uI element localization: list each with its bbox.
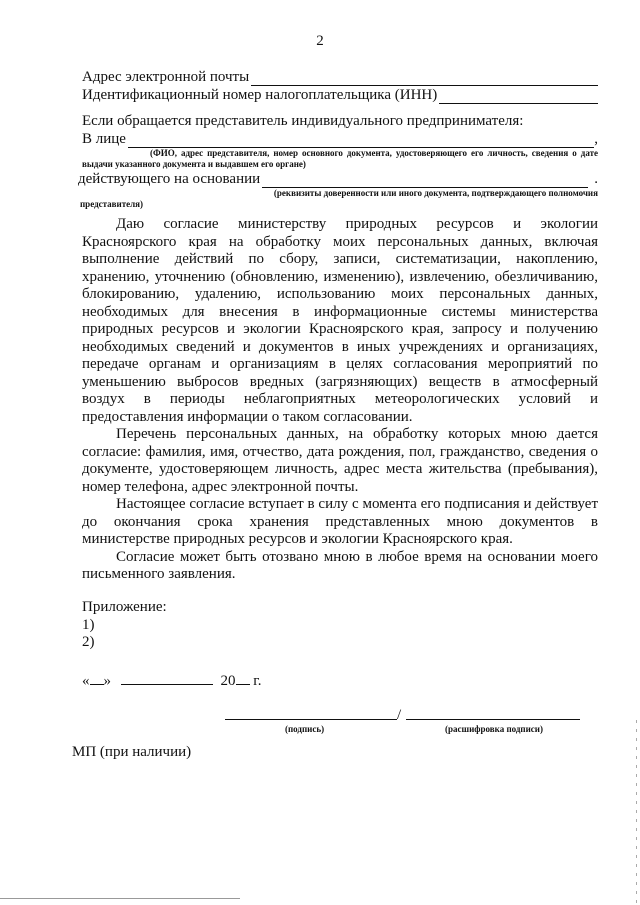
decoding-caption: (расшифровка подписи)	[445, 724, 543, 734]
basis-hint-1: (реквизиты доверенности или иного документа, подтверждающего полномочия	[273, 188, 598, 198]
in-person-label: В лице	[82, 131, 126, 147]
consent-paragraph: Даю согласие министерству природных ресурсов и экологии Красноярского края на обработку моих персональных данных, включая выполнение действий по сбору, записи, систематизации, накоплению, хранению, уточнению (обновлению, изменению), извлечению, обезличиванию, блокированию, удалению, использованию моих персональных данных, необходимых для внесения в информационные системы министерства природных ресурсов и экологии Красноярского края, запросу и получению необходимых сведений и документов в иных учреждениях и организациях, передаче органам и организациям в целях согласования мероприятий по уменьшению выбросов вредных (загрязняющих) веществ в атмосферный воздух в периоды неблагоприятных метеорологических условий и предоставления информации о таком согласовании.	[82, 216, 598, 425]
date-open-quote: «	[82, 672, 90, 689]
inn-row	[82, 86, 598, 104]
signature-decoding-field[interactable]	[406, 719, 580, 720]
signature-row	[225, 706, 580, 723]
in-person-end: ,	[594, 131, 598, 147]
email-row	[82, 68, 598, 86]
year-prefix: 20	[220, 672, 236, 689]
validity-paragraph: Настоящее согласие вступает в силу с момента его подписания и действует до окончания срока хранения представленных мною документов в министерстве природных ресурсов и экологии Красноярского края.	[82, 496, 598, 547]
scan-edge-bottom	[0, 898, 240, 905]
in-person-field[interactable]	[128, 134, 594, 148]
basis-field[interactable]	[262, 174, 588, 188]
form-body	[78, 68, 598, 690]
scan-edge-right	[636, 720, 637, 905]
year-field[interactable]	[236, 672, 250, 685]
date-close-quote: »	[103, 672, 111, 689]
email-label: Адрес электронной почты	[82, 69, 250, 85]
month-field[interactable]	[121, 672, 213, 685]
signature-caption: (подпись)	[285, 724, 325, 734]
stamp-label: МП (при наличии)	[72, 744, 192, 760]
year-suffix: г.	[253, 672, 262, 689]
date-row	[82, 672, 598, 690]
basis-row	[78, 170, 598, 188]
attachment-item-1: 1)	[82, 616, 95, 633]
signature-slash: /	[397, 707, 402, 723]
page-number: 2	[316, 33, 324, 49]
personal-data-list-paragraph: Перечень персональных данных, на обработку которых мною дается согласие: фамилия, имя, отчество, дата рождения, пол, гражданство, сведения о документе, удостоверяющем личность, адрес места жительства (пребывания), номер телефона, адрес электронной почты.	[82, 426, 598, 495]
inn-label: Идентификационный номер налогоплательщика (ИНН)	[82, 87, 438, 103]
attachments-label: Приложение:	[82, 598, 167, 615]
in-person-hint: (ФИО, адрес представителя, номер основного документа, удостоверяющего его личность, сведения о дате выдачи указанного документа и выдавшем его органе)	[82, 148, 598, 169]
representative-intro: Если обращается представитель индивидуального предпринимателя:	[82, 113, 524, 129]
inn-field[interactable]	[439, 90, 598, 104]
email-field[interactable]	[251, 72, 598, 86]
basis-end: .	[594, 171, 598, 187]
basis-label: действующего на основании	[78, 171, 261, 187]
revocation-paragraph: Согласие может быть отозвано мною в любое время на основании моего письменного заявления.	[82, 548, 598, 582]
signature-field[interactable]	[225, 719, 397, 720]
attachment-item-2: 2)	[82, 633, 95, 650]
day-field[interactable]	[90, 672, 104, 685]
basis-hint-2: представителя)	[80, 199, 144, 209]
in-person-row	[82, 130, 598, 148]
